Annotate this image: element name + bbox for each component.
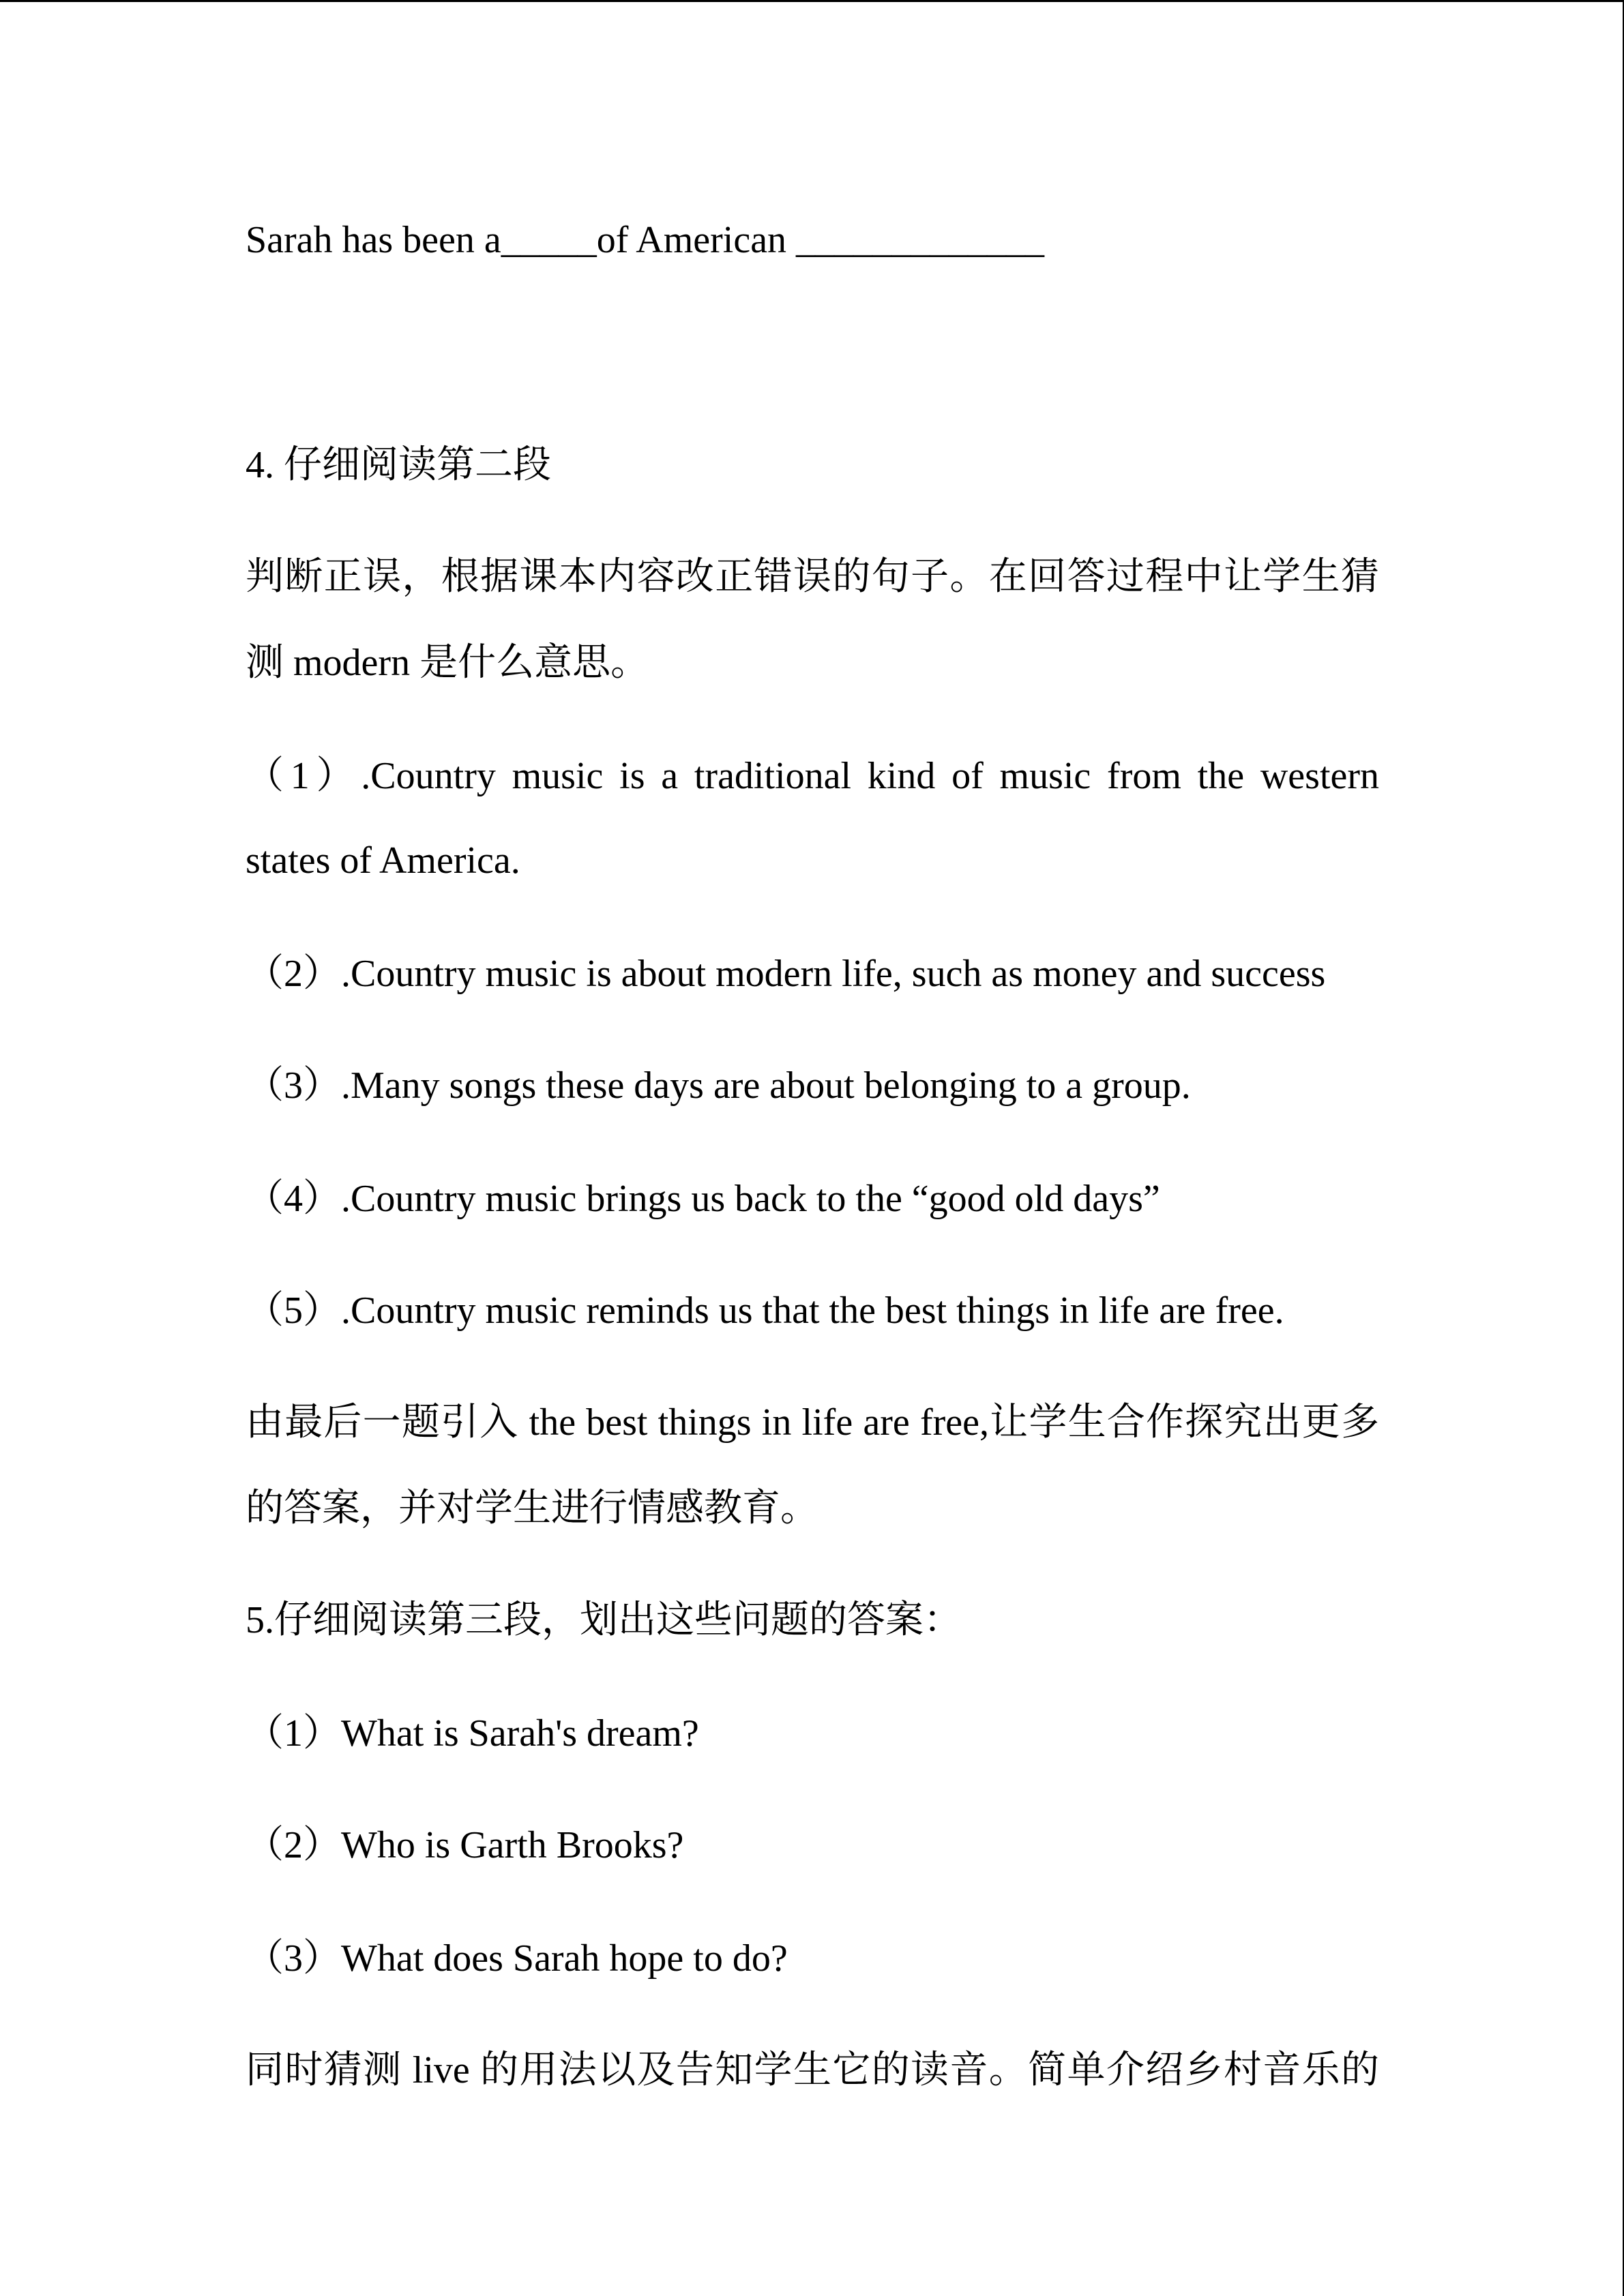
statement-2: （2）.Country music is about modern life, such as money and success [246, 953, 1326, 995]
statement-1-line-2: states of America. [246, 839, 520, 882]
discussion-note-line-1: 由最后一题引入 the best things in life are free,让学生合作探究出更多 [246, 1401, 1379, 1444]
fill-in-blank-sentence: Sarah has been a_____of American _____________ [246, 219, 1045, 261]
statement-1-line-1: （1）.Country music is a traditional kind of music from the western [246, 755, 1379, 797]
section-4-instruction-line-1: 判断正误，根据课本内容改正错误的句子。在回答过程中让学生猜 [246, 556, 1379, 598]
discussion-note-line-2: 的答案，并对学生进行情感教育。 [246, 1487, 818, 1530]
statement-5: （5）.Country music reminds us that the best things in life are free. [246, 1289, 1284, 1332]
question-2: （2）Who is Garth Brooks? [246, 1824, 684, 1866]
section-4-heading: 4. 仔细阅读第二段 [246, 444, 551, 486]
question-1: （1）What is Sarah's dream? [246, 1712, 699, 1755]
statement-4: （4）.Country music brings us back to the “good old days” [246, 1178, 1160, 1220]
closing-note-line-1: 同时猜测 live 的用法以及告知学生它的读音。简单介绍乡村音乐的 [246, 2049, 1379, 2091]
section-5-heading: 5.仔细阅读第三段，划出这些问题的答案： [246, 1599, 962, 1641]
section-4-instruction-line-2: 测 modern 是什么意思。 [246, 642, 649, 684]
statement-3: （3）.Many songs these days are about belonging to a group. [246, 1064, 1191, 1107]
question-3: （3）What does Sarah hope to do? [246, 1937, 788, 1980]
page-top-border [0, 0, 1624, 2]
